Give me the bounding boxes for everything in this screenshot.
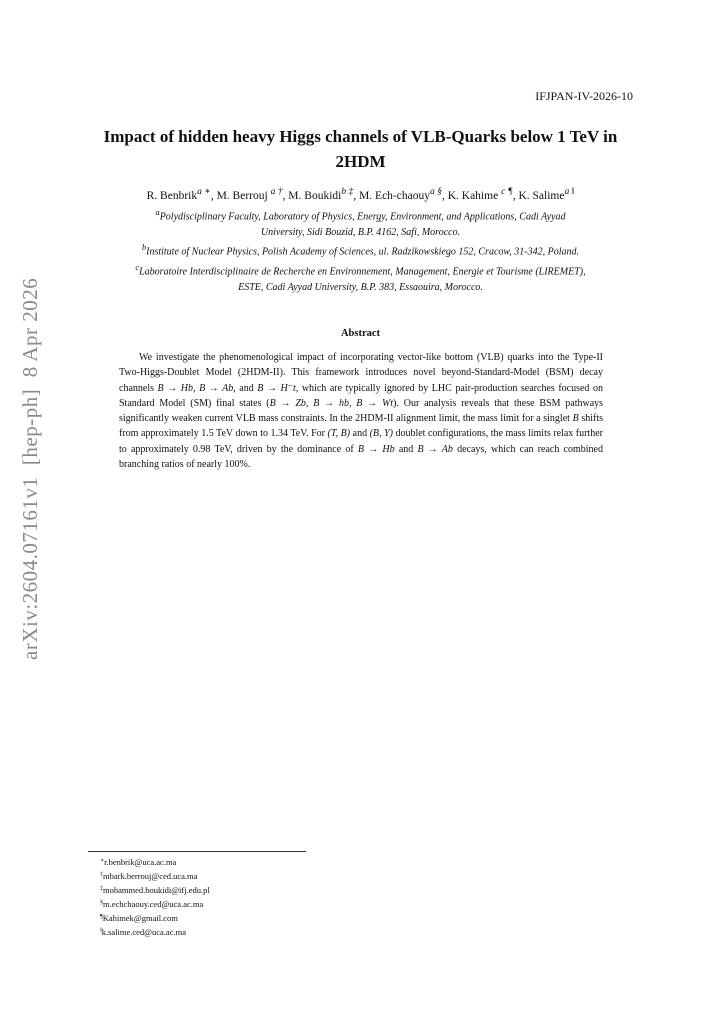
footnote: †mbark.berrouj@ced.uca.ma xyxy=(100,871,198,881)
author-name: K. Kahime xyxy=(447,189,499,202)
affiliation-mark: c xyxy=(135,263,140,273)
affiliations xyxy=(80,205,641,295)
footnote-email: mohammed.boukidi@ifj.edu.pl xyxy=(103,885,210,895)
author-name: R. Benbrik xyxy=(146,189,198,202)
abstract-heading: Abstract xyxy=(340,328,381,339)
author-marks: a † xyxy=(270,186,283,197)
footnote: §m.echchaouy.ced@uca.ac.ma xyxy=(100,899,204,909)
footnote: ∗r.benbrik@uca.ac.ma xyxy=(100,857,177,867)
footnote: ‡mohammed.boukidi@ifj.edu.pl xyxy=(100,885,210,895)
arxiv-side-stamp: arXiv:2604.07161v1 [hep-ph] 8 Apr 2026 xyxy=(18,277,42,660)
footnote-email: k.salime.ced@uca.ac.ma xyxy=(101,927,186,937)
affiliation-c-line: ESTE, Cadi Ayyad University, B.P. 383, Essaouira, Morocco. xyxy=(238,281,483,293)
author-marks: a ∗ xyxy=(197,186,211,197)
footnote-email: mbark.berrouj@ced.uca.ma xyxy=(103,871,198,881)
title-line: 2HDM xyxy=(335,152,386,171)
preprint-number: IFJPAN-IV-2026-10 xyxy=(535,89,633,103)
math-inline: B → Hb xyxy=(157,382,193,394)
footnote-rule xyxy=(88,851,306,852)
abstract-body: We investigate the phenomenological impact of incorporating vector-like bottom (VLB) quarks into the Type-II Two-Higgs-Doublet Model (2HDM-II). This framework introduces novel beyond-Standard-Model (BSM) decay channels B → Hb, B → Ab, and B → H⁻t, which are typically ignored by LHC pair-production searches focused on Standard Model (SM) final states (B → Zb, B → hb, B → Wt). Our analysis reveals that these BSM pathways significantly weaken current VLB mass constraints. In the 2HDM-II alignment limit, the mass limit for a singlet B shifts from approximately 1.5 TeV down to 1.34 TeV. For (T, B) and (B, Y) doublet configurations, the mass limits relax further to approximately 0.98 TeV, driven by the dominance of B → Hb and B → Ab decays, which can reach combined branching ratios of nearly 100%. xyxy=(119,352,604,471)
math-inline: B xyxy=(572,413,579,425)
paper-title xyxy=(90,124,631,174)
affiliation-b-line: $^b$Institute of Nuclear Physics, Polish Academy of Sciences, ul. Radzikowskiego 152, Cracow, 31-342, Poland. xyxy=(141,243,580,258)
math-inline: B → Wt xyxy=(356,397,394,409)
affiliation-a-line: $^a$Polydisciplinary Faculty, Laboratory of Physics, Energy, Environment, and Applications, Cadi Ayyad xyxy=(155,208,566,223)
author-name: M. Ech-chaouy xyxy=(359,189,430,202)
math-inline: B → H⁻t xyxy=(257,382,296,394)
author-list: R. Benbrik$^{a ∗}$, M. Berrouj $^{a \dagger}$, M. Boukidi$^{b \ddagger}$, M. Ech-chaouy$^{a \S}$, K. Kahime $^{c \P}$, K. Salime$^{a ‖}$ xyxy=(146,186,575,202)
math-inline: B → Hb xyxy=(357,443,395,455)
affiliation-a-line: University, Sidi Bouzid, B.P. 4162, Safi, Morocco. xyxy=(260,226,461,238)
author-marks: c ¶ xyxy=(501,186,513,197)
footnote-email: m.echchaouy.ced@uca.ac.ma xyxy=(103,899,204,909)
author-marks: a § xyxy=(429,186,442,197)
math-inline: B → hb xyxy=(313,397,349,409)
author-name: K. Salime xyxy=(518,189,565,202)
author-marks: a ‖ xyxy=(564,186,575,197)
footnotes xyxy=(100,855,210,939)
title-line: Impact of hidden heavy Higgs channels of VLB-Quarks below 1 TeV in xyxy=(103,127,618,146)
math-inline: (T, B) xyxy=(327,428,351,440)
footnote: ¶Kahimek@gmail.com xyxy=(100,913,178,923)
math-inline: B → Ab xyxy=(417,443,453,455)
author-name: M. Boukidi xyxy=(288,189,342,202)
footnote: ‖k.salime.ced@uca.ac.ma xyxy=(100,927,186,937)
affiliation-c-line: $^c$Laboratoire Interdisciplinaire de Recherche en Environnement, Management, Energie et Tourisme (LIREMET), xyxy=(135,263,586,278)
affiliation-mark: b xyxy=(141,243,147,253)
footnote-email: Kahimek@gmail.com xyxy=(102,913,178,923)
math-inline: B → Zb xyxy=(269,397,306,409)
footnote-email: r.benbrik@uca.ac.ma xyxy=(104,857,177,867)
author-marks: b ‡ xyxy=(341,186,354,197)
author-name: M. Berrouj xyxy=(216,189,268,202)
math-inline: B → Ab xyxy=(199,382,234,394)
math-inline: (B, Y) xyxy=(369,428,393,440)
affiliation-mark: a xyxy=(155,208,160,217)
